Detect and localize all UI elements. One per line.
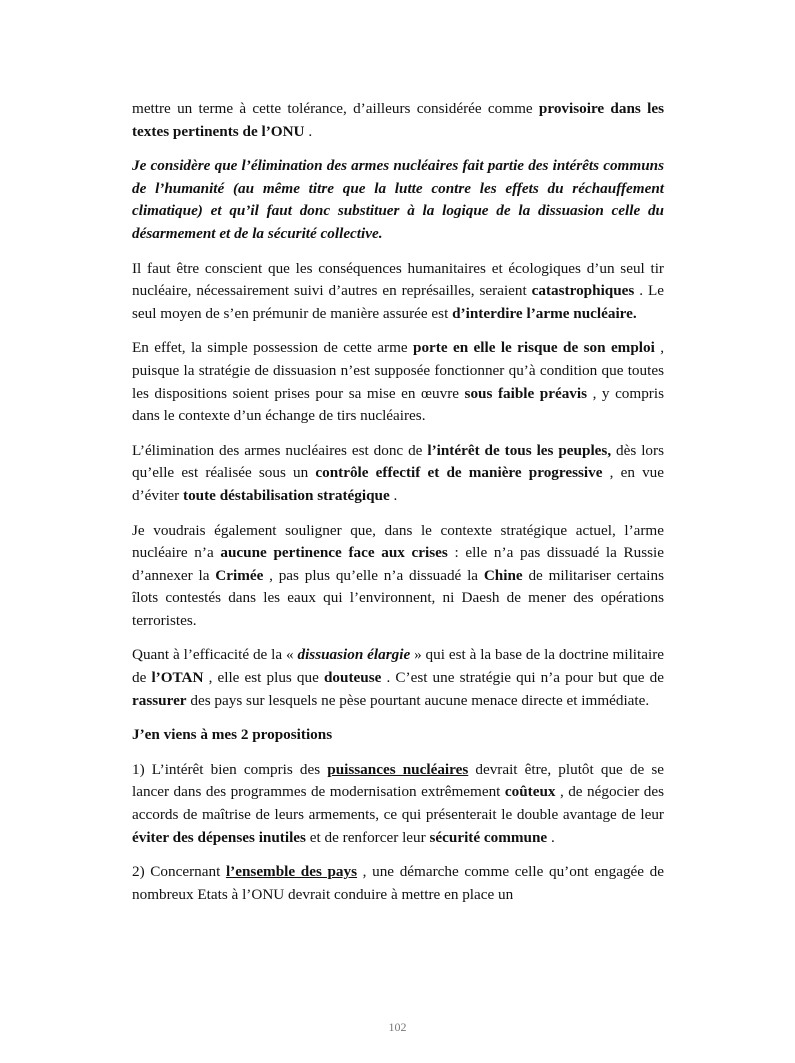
paragraph-9: 2) Concernant l’ensemble des pays , une démarche comme celle qu’ont engagée de nombreux Etats à l’ONU devrait conduire à mettre en place un: [132, 863, 665, 903]
emphasis: éviter des dépenses inutiles: [132, 828, 306, 846]
emphasis: douteuse: [323, 669, 382, 687]
paragraph-2: Je considère que l’élimination des armes nucléaires fait partie des intérêts communs de l’humanité (au même titre que la lutte contre les effets du réchauffement climatique) et qu’il faut donc substituer à la logique de la dissuasion celle du désarmement et de la sécurité collective.: [132, 157, 664, 242]
emphasis: porte en elle le risque de son emploi: [413, 339, 655, 357]
emphasis: Chine: [483, 566, 523, 584]
emphasis: catastrophiques: [531, 282, 635, 300]
page-body: [132, 98, 664, 918]
paragraph-7: Quant à l’efficacité de la « dissuasion élargie » qui est à la base de la doctrine militaire de l’OTAN , elle est plus que douteuse . C’est une stratégie qui n’a pour but que de rassurer des pays sur lesquels ne pèse pourtant aucune menace directe et immédiate.: [132, 646, 664, 709]
emphasis: provisoire dans les textes pertinents de l’ONU: [132, 100, 664, 140]
page-number: 102: [388, 1020, 407, 1034]
emphasis: sécurité commune: [429, 828, 548, 846]
emphasis: d’interdire l’arme nucléaire.: [452, 304, 637, 322]
emphasis: l’intérêt de tous les peuples,: [427, 441, 612, 459]
emphasis: sous faible préavis: [464, 384, 588, 402]
underlined-emphasis: l’ensemble des pays: [225, 863, 358, 881]
paragraph-1: mettre un terme à cette tolérance, d’ailleurs considérée comme provisoire dans les textes pertinents de l’ONU .: [132, 100, 664, 140]
paragraph-5: L’élimination des armes nucléaires est donc de l’intérêt de tous les peuples, dès lors qu’elle est réalisée sous un contrôle effectif et de manière progressive , en vue d’éviter toute déstabilisation stratégique .: [132, 441, 665, 504]
emphasis: aucune pertinence face aux crises: [220, 544, 448, 562]
emphasis: coûteux: [504, 783, 556, 801]
paragraph-8: 1) L’intérêt bien compris des puissances nucléaires devrait être, plutôt que de se lancer dans des programmes de modernisation extrêmement coûteux , de négocier des accords de maîtrise de leurs armements, ce qui présenterait le double avantage de leur éviter des dépenses inutiles et de renforcer leur sécurité commune .: [132, 760, 665, 846]
emphasis: rassurer: [132, 691, 187, 709]
section-heading: J’en viens à mes 2 propositions: [132, 726, 333, 744]
paragraph-4: En effet, la simple possession de cette arme porte en elle le risque de son emploi , puisque la stratégie de dissuasion n’est supposée fonctionner qu’à condition que toutes les dispositions soient prises pour sa mise en œuvre sous faible préavis , y compris dans le contexte d’un échange de tirs nucléaires.: [132, 339, 665, 425]
emphasis: l’OTAN: [151, 669, 204, 687]
emphasis: contrôle effectif et de manière progressive: [315, 464, 603, 482]
emphasis: Crimée: [215, 566, 264, 584]
paragraph-3: Il faut être conscient que les conséquences humanitaires et écologiques d’un seul tir nucléaire, nécessairement suivi d’autres en représailles, seraient catastrophiques . Le seul moyen de s’en prémunir de manière assurée est d’interdire l’arme nucléaire.: [132, 259, 664, 322]
underlined-emphasis: puissances nucléaires: [327, 760, 469, 778]
emphasis: dissuasion élargie: [297, 646, 411, 664]
paragraph-6: Je voudrais également souligner que, dans le contexte stratégique actuel, l’arme nucléaire n’a aucune pertinence face aux crises : elle n’a pas dissuadé la Russie d’annexer la Crimée , pas plus qu’elle n’a dissuadé la Chine de militariser certains îlots contestés dans les eaux qui l’environnent, ni Daesh de mener des opérations terroristes.: [132, 521, 664, 629]
emphasis: toute déstabilisation stratégique: [183, 486, 390, 504]
